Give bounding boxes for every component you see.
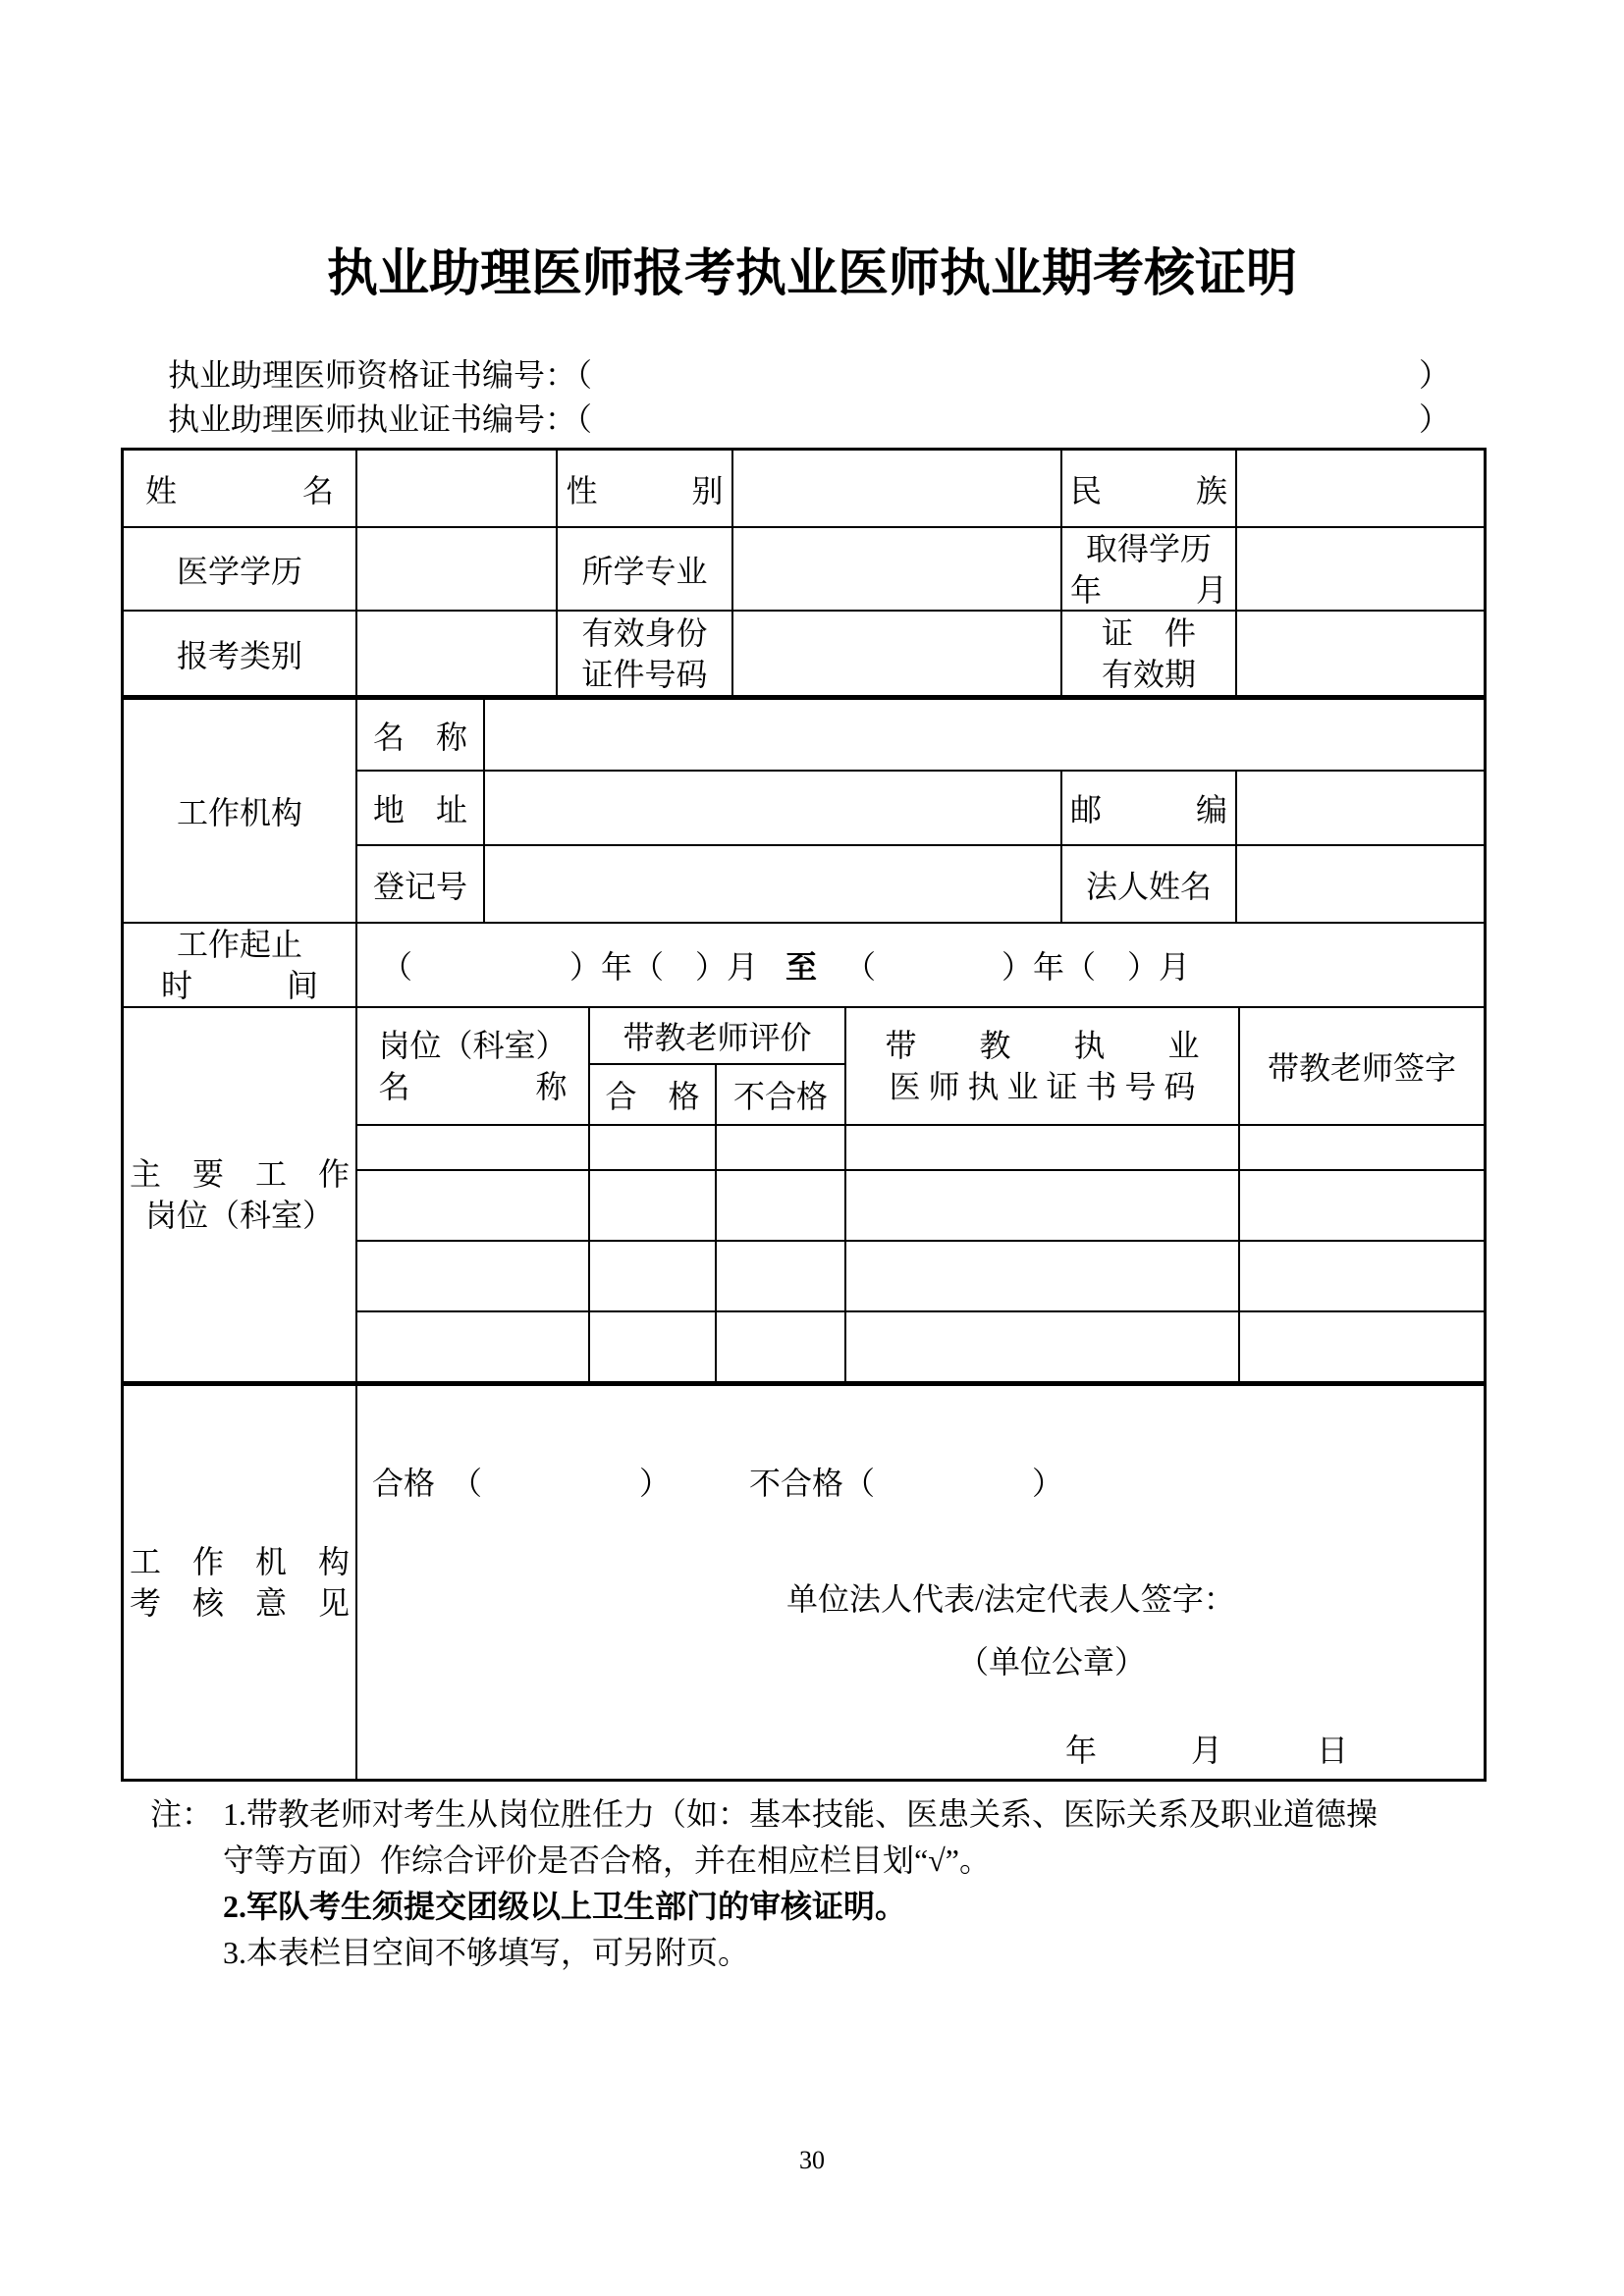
fail-header-cell: 不合格 bbox=[717, 1065, 846, 1126]
positions-label-line2: 岗位（科室） bbox=[144, 1198, 334, 1233]
work-org-section bbox=[124, 700, 1484, 922]
id-number-label-line2: 证件号码 bbox=[581, 656, 708, 692]
category-label-cell: 报考类别 bbox=[124, 612, 357, 695]
cert-number-cell bbox=[846, 1171, 1240, 1242]
work-period-to: （ ）年（ ）月 bbox=[844, 949, 1191, 985]
unit-seal-line: （单位公章） bbox=[957, 1644, 1147, 1680]
id-validity-value-cell bbox=[1237, 612, 1484, 695]
cert-number-header-cell bbox=[846, 1008, 1240, 1126]
qualification-cert-number-line bbox=[168, 353, 1450, 398]
page-number: 30 bbox=[799, 2146, 825, 2174]
position-name-cell bbox=[357, 1171, 590, 1242]
note-item-1: 1.带教老师对考生从岗位胜任力（如：基本技能、医患关系、医际关系及职业道德操守等方面）作综合评价是否合格，并在相应栏目划“√”。 bbox=[223, 1796, 1379, 1878]
id-number-value-cell bbox=[733, 612, 1062, 695]
position-name-cell bbox=[357, 1242, 590, 1312]
pass-header-cell: 合 格 bbox=[590, 1065, 717, 1126]
cert-number-cell bbox=[846, 1242, 1240, 1312]
assessment-date-line: 年 月 日 bbox=[1065, 1733, 1349, 1768]
post-name-header-line2: 名 称 bbox=[378, 1069, 568, 1104]
eval-pass-cell bbox=[590, 1312, 717, 1381]
id-number-label-cell bbox=[558, 612, 733, 695]
registration-value-cell bbox=[485, 846, 1062, 922]
id-validity-label-line2: 有效期 bbox=[1101, 656, 1196, 692]
post-name-header-cell bbox=[357, 1008, 590, 1126]
assessment-label-line2: 考 核 意 见 bbox=[129, 1585, 350, 1621]
assessment-result-line: 合格 （ ） 不合格（ ） bbox=[372, 1466, 1064, 1501]
org-address-label-cell: 地 址 bbox=[357, 772, 485, 846]
positions-label-cell bbox=[124, 1008, 357, 1381]
ethnicity-label-cell: 民 族 bbox=[1062, 451, 1237, 528]
assessment-section bbox=[124, 1386, 1484, 1779]
org-name-value-cell bbox=[485, 700, 1484, 772]
name-label-cell: 姓 名 bbox=[124, 451, 357, 528]
org-name-label-cell: 名 称 bbox=[357, 700, 485, 772]
assessment-label-line1: 工 作 机 构 bbox=[129, 1544, 350, 1579]
gender-label-cell: 性 别 bbox=[558, 451, 733, 528]
degree-date-value-cell bbox=[1237, 528, 1484, 612]
note-item-2: 2.军队考生须提交团级以上卫生部门的审核证明。 bbox=[223, 1889, 907, 1924]
teacher-sign-cell bbox=[1240, 1126, 1484, 1171]
notes-prefix: 注： bbox=[150, 1796, 214, 1832]
eval-fail-cell bbox=[717, 1242, 846, 1312]
legal-person-label-cell: 法人姓名 bbox=[1062, 846, 1237, 922]
gender-value-cell bbox=[733, 451, 1062, 528]
cert-number-header-line1: 带 教 执 业 bbox=[885, 1028, 1200, 1063]
teacher-sign-cell bbox=[1240, 1171, 1484, 1242]
postcode-value-cell bbox=[1237, 772, 1484, 846]
eval-pass-cell bbox=[590, 1126, 717, 1171]
teacher-sign-cell bbox=[1240, 1312, 1484, 1381]
practice-cert-number-line bbox=[168, 398, 1450, 442]
eval-fail-cell bbox=[717, 1312, 846, 1381]
practice-cert-number-label: 执业助理医师执业证书编号：（ bbox=[168, 401, 593, 437]
major-label-cell: 所学专业 bbox=[558, 528, 733, 612]
work-period-label-line2: 时 间 bbox=[160, 968, 318, 1003]
degree-date-label-line1: 取得学历 bbox=[1085, 530, 1212, 566]
registration-label-cell: 登记号 bbox=[357, 846, 485, 922]
assessment-label-cell bbox=[124, 1386, 357, 1779]
practice-cert-close-paren: ） bbox=[1418, 401, 1450, 437]
note-item-3: 3.本表栏目空间不够填写，可另附页。 bbox=[223, 1935, 750, 1970]
eval-pass-cell bbox=[590, 1171, 717, 1242]
work-period-label-cell bbox=[124, 924, 357, 1006]
certificate-numbers bbox=[168, 353, 1450, 442]
org-address-value-cell bbox=[485, 772, 1062, 846]
eval-fail-cell bbox=[717, 1171, 846, 1242]
work-period-value-cell bbox=[357, 924, 1484, 1006]
assessment-content-cell bbox=[357, 1386, 1484, 1779]
education-value-cell bbox=[357, 528, 558, 612]
major-value-cell bbox=[733, 528, 1062, 612]
teacher-sign-cell bbox=[1240, 1242, 1484, 1312]
work-org-label-cell: 工作机构 bbox=[124, 700, 357, 922]
eval-pass-cell bbox=[590, 1242, 717, 1312]
cert-number-cell bbox=[846, 1312, 1240, 1381]
postcode-label-cell: 邮 编 bbox=[1062, 772, 1237, 846]
work-period-to-word: 至 bbox=[785, 949, 818, 985]
notes-items bbox=[223, 1791, 1391, 1976]
ethnicity-value-cell bbox=[1237, 451, 1484, 528]
position-name-cell bbox=[357, 1312, 590, 1381]
id-validity-label-line1: 证 件 bbox=[1101, 614, 1196, 651]
degree-date-label-cell bbox=[1062, 528, 1237, 612]
legal-representative-sign-line: 单位法人代表/法定代表人签字： bbox=[786, 1581, 1235, 1617]
position-name-cell bbox=[357, 1126, 590, 1171]
degree-date-label-line2: 年 月 bbox=[1069, 571, 1227, 608]
notes-section bbox=[121, 1791, 1624, 1976]
cert-number-cell bbox=[846, 1126, 1240, 1171]
education-label-cell: 医学学历 bbox=[124, 528, 357, 612]
eval-fail-cell bbox=[717, 1126, 846, 1171]
form-table bbox=[121, 448, 1487, 1782]
qualification-cert-close-paren: ） bbox=[1418, 357, 1450, 393]
category-value-cell bbox=[357, 612, 558, 695]
id-number-label-line1: 有效身份 bbox=[581, 614, 708, 651]
work-period-section bbox=[124, 922, 1484, 1008]
qualification-cert-number-label: 执业助理医师资格证书编号：（ bbox=[168, 357, 593, 393]
work-period-label-line1: 工作起止 bbox=[176, 927, 302, 962]
teacher-sign-header-cell: 带教老师签字 bbox=[1240, 1008, 1484, 1126]
id-validity-label-cell bbox=[1062, 612, 1237, 695]
document-title: 执业助理医师报考执业医师执业期考核证明 bbox=[326, 246, 1297, 302]
post-name-header-line1: 岗位（科室） bbox=[378, 1028, 568, 1063]
legal-person-value-cell bbox=[1237, 846, 1484, 922]
cert-number-header-line2: 医 师 执 业 证 书 号 码 bbox=[889, 1069, 1196, 1104]
name-value-cell bbox=[357, 451, 558, 528]
basic-info-section bbox=[124, 451, 1484, 700]
work-period-from: （ ）年（ ）月 bbox=[381, 949, 759, 985]
positions-section bbox=[124, 1008, 1484, 1386]
teacher-eval-header-cell: 带教老师评价 bbox=[590, 1008, 846, 1065]
positions-label-line1: 主 要 工 作 bbox=[129, 1156, 350, 1192]
